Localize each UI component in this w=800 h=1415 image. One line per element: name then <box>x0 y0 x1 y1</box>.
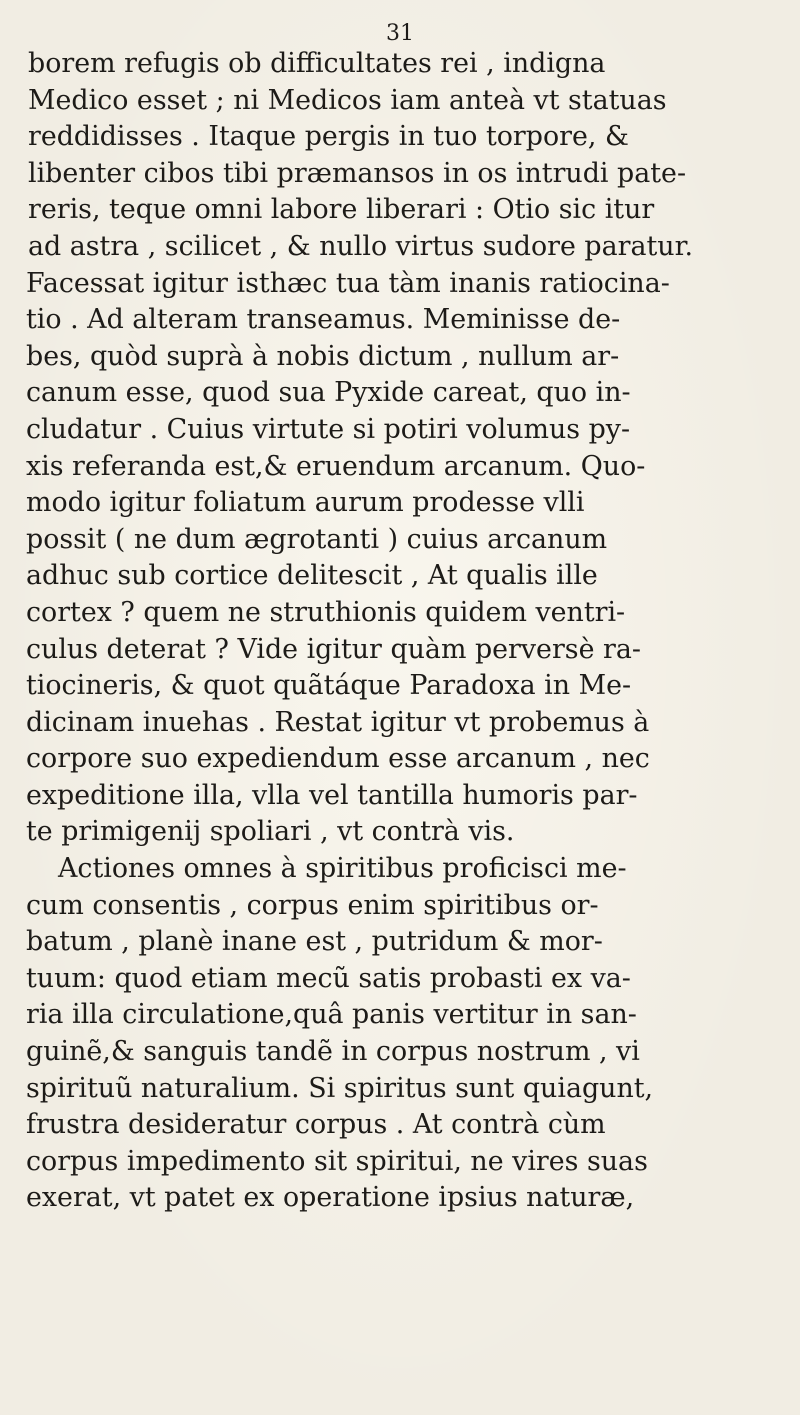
text-line: canum esse, quod sua Pyxide careat, quo in- <box>26 377 631 409</box>
text-line: modo igitur foliatum aurum prodesse vlli <box>26 487 585 519</box>
text-line: tio . Ad alteram transeamus. Meminisse de- <box>26 304 621 336</box>
text-line: tiocineris, & quot quãtáque Paradoxa in Me- <box>26 670 632 702</box>
text-line: te primigenij spoliari , vt contrà vis. <box>26 816 515 848</box>
text-block <box>22 46 782 1217</box>
text-line: adhuc sub cortice delitescit , At qualis ille <box>26 560 598 592</box>
text-line: guinẽ,& sanguis tandẽ in corpus nostrum , vi <box>26 1036 640 1068</box>
text-line: reris, teque omni labore liberari : Otio sic itur <box>28 194 655 226</box>
text-line: possit ( ne dum ægrotanti ) cuius arcanum <box>26 523 608 555</box>
text-line: corpore suo expediendum esse arcanum , nec <box>26 743 650 775</box>
text-line: culus deterat ? Vide igitur quàm perversè ra- <box>26 633 641 665</box>
text-line: corpus impedimento sit spiritui, ne vires suas <box>26 1145 648 1177</box>
text-line: exerat, vt patet ex operatione ipsius naturæ, <box>26 1182 635 1214</box>
text-line: Facessat igitur isthæc tua tàm inanis ratiocina- <box>26 267 670 299</box>
text-line: Actiones omnes à spiritibus proficisci me- <box>58 853 627 885</box>
text-line: xis referanda est,& eruendum arcanum. Quo- <box>26 450 646 482</box>
text-line: Medico esset ; ni Medicos iam anteà vt statuas <box>28 84 667 116</box>
text-line: bes, quòd suprà à nobis dictum , nullum ar- <box>26 340 620 372</box>
text-line: ria illa circulatione,quâ panis vertitur in san- <box>26 999 637 1031</box>
text-line: cum consentis , corpus enim spiritibus or- <box>26 889 599 921</box>
text-line: dicinam inuehas . Restat igitur vt probemus à <box>26 706 650 738</box>
text-line: spirituũ naturalium. Si spiritus sunt quiagunt, <box>26 1072 654 1104</box>
page-number: 31 <box>386 21 414 46</box>
text-line: cortex ? quem ne struthionis quidem ventri- <box>26 596 626 628</box>
text-line: borem refugis ob difficultates rei , indigna <box>28 48 606 79</box>
text-line: reddidisses . Itaque pergis in tuo torpore, & <box>28 121 629 153</box>
text-line: tuum: quod etiam mecũ satis probasti ex va- <box>26 962 631 994</box>
text-line: libenter cibos tibi præmansos in os intrudi pate- <box>28 157 687 189</box>
text-line: cludatur . Cuius virtute si potiri volumus py- <box>26 413 631 445</box>
text-line: frustra desideratur corpus . At contrà cùm <box>26 1109 606 1141</box>
text-line: expeditione illa, vlla vel tantilla humoris par- <box>26 779 638 811</box>
text-line: ad astra , scilicet , & nullo virtus sudore paratur. <box>28 230 693 262</box>
text-line: batum , planè inane est , putridum & mor- <box>26 926 603 958</box>
